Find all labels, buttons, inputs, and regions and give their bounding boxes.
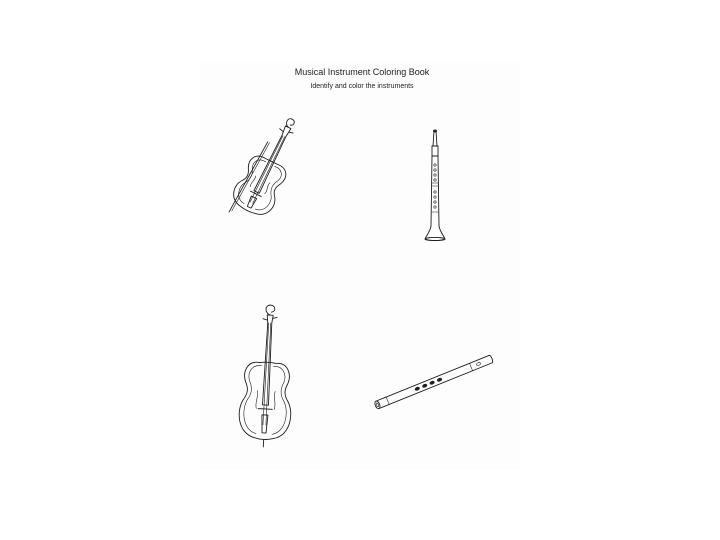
page-subtitle: Identify and color the instruments <box>310 83 414 90</box>
page-title: Musical Instrument Coloring Book <box>294 67 430 77</box>
coloring-sheet <box>200 62 520 470</box>
